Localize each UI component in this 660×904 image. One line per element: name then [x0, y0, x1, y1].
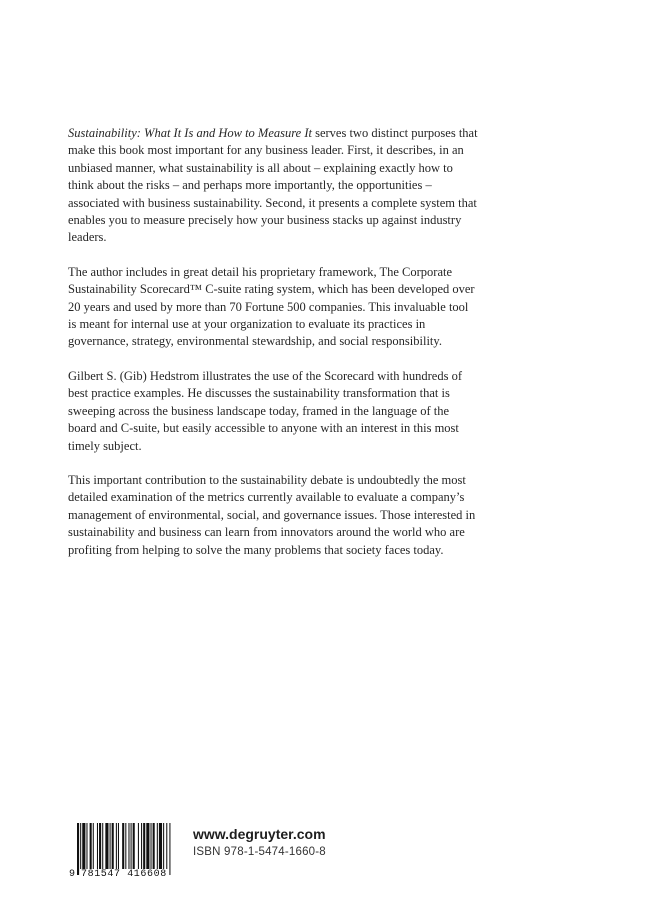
- barcode-bar: [163, 823, 164, 869]
- blurb-paragraph-1-text: serves two distinct purposes that make this book most important for any business leader. First, it describes, in an unbiased manner, what sustainability is all about – explaining exactly how to think about the risks – and perhaps more importantly, the opportunities – associated with business sustainability. Second, it presents a complete system that enables you to measure precisely how your business stacks up against industry leaders.: [68, 126, 478, 245]
- publisher-url: www.degruyter.com: [193, 826, 326, 842]
- barcode-bar: [86, 823, 87, 869]
- barcode-bar: [105, 823, 108, 869]
- barcode-bar: [80, 823, 81, 875]
- book-title: Sustainability: What It Is and How to Measure It: [68, 126, 312, 140]
- blurb-paragraph-3: Gilbert S. (Gib) Hedstrom illustrates the use of the Scorecard with hundreds of best practice examples. He discusses the sustainability transformation that is sweeping across the business landscape today, framed in the language of the board and C-suite, but easily accessible to anyone with an interest in this most timely subject.: [68, 368, 463, 453]
- barcode-bar: [110, 823, 111, 869]
- barcode-bar: [93, 823, 94, 869]
- barcode-digits: 781547 416608: [81, 869, 167, 880]
- back-cover-blurb: [68, 125, 478, 576]
- barcode-bar: [90, 823, 92, 869]
- barcode-bar: [102, 823, 103, 869]
- barcode-bar: [159, 823, 162, 869]
- isbn-number: ISBN 978-1-5474-1660-8: [193, 846, 326, 858]
- barcode-bar: [146, 823, 149, 869]
- barcode-bar: [112, 823, 114, 869]
- barcode-bar: [143, 823, 145, 869]
- barcode-bars: [77, 823, 179, 875]
- barcode-bar: [82, 823, 85, 869]
- barcode-bar: [138, 823, 139, 869]
- barcode-first-digit: 9: [69, 869, 76, 880]
- barcode-bar: [125, 823, 126, 875]
- blurb-paragraph-1: [68, 125, 478, 247]
- blurb-paragraph-4: This important contribution to the sustainability debate is undoubtedly the most detailed examination of the metrics currently available to evaluate a company’s management of environmental, social, and governance issues. Those interested in sustainability and business can learn from innovators around the world who are profiting from helping to solve the many problems that society faces today.: [68, 472, 476, 557]
- blurb-paragraph-2: The author includes in great detail his proprietary framework, The Corporate Sustainability Scorecard™ C-suite rating system, which has been developed over 20 years and used by more than 70 Fortune 500 companies. This invaluable tool is meant for internal use at your organization to evaluate its practices in governance, strategy, environmental stewardship, and social responsibility.: [68, 264, 475, 349]
- barcode-bar: [97, 823, 98, 869]
- barcode-bar: [157, 823, 158, 869]
- isbn-barcode: [69, 823, 181, 883]
- barcode-bar: [166, 823, 167, 869]
- barcode-bar: [116, 823, 117, 869]
- barcode-bar: [141, 823, 142, 869]
- barcode-bar: [133, 823, 135, 869]
- barcode-bar: [77, 823, 79, 875]
- back-cover-footer: [69, 823, 589, 883]
- barcode-bar: [153, 823, 155, 869]
- barcode-bar: [131, 823, 132, 869]
- barcode-bar: [99, 823, 101, 869]
- barcode-bar: [122, 823, 124, 869]
- barcode-bar: [151, 823, 152, 869]
- publisher-info: [193, 825, 326, 861]
- barcode-bar: [118, 823, 119, 869]
- barcode-bar: [128, 823, 129, 869]
- barcode-bar: [169, 823, 170, 875]
